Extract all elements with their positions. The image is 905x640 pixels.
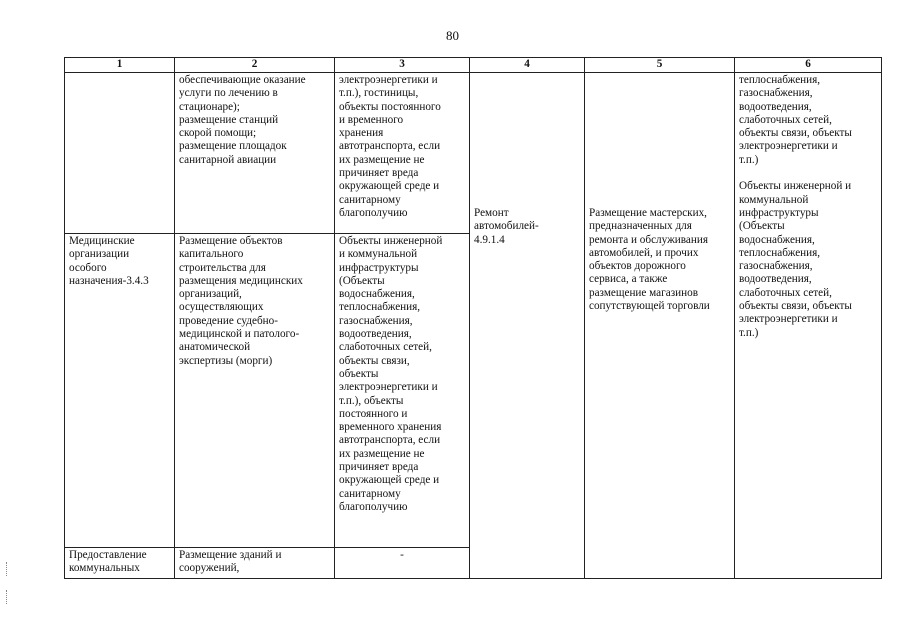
margin-mark-bottom [6, 590, 10, 604]
regulations-table [64, 57, 882, 579]
page-number: 80 [446, 28, 459, 43]
row2-col1-type: Медицинские организации особого назначения-3.4.3 [65, 234, 175, 548]
row3-col3-auxiliary: - [335, 548, 470, 579]
row2-col2-description: Размещение объектов капитального строительства для размещения медицинских организаций, осуществляющих проведение судебно- медицинской и патолого- анатомической экспертизы (морги) [175, 234, 335, 548]
row3-col2-description: Размещение зданий и сооружений, [175, 548, 335, 579]
row1-col1 [65, 73, 175, 234]
table-row [65, 73, 882, 234]
header-col-1: 1 [65, 58, 175, 73]
row3-col1-type: Предоставление коммунальных [65, 548, 175, 579]
header-col-4: 4 [470, 58, 585, 73]
row1-col4-use-code: Ремонт автомобилей- 4.9.1.4 [470, 73, 585, 579]
header-col-2: 2 [175, 58, 335, 73]
row2-col3-auxiliary: Объекты инженерной и коммунальной инфраструктуры (Объекты водоснабжения, теплоснабжения, газоснабжения, водоотведения, слаботочных сетей, объекты связи, объекты электроэнергетики и т.п.), объекты постоянного и временного хранения автотранспорта, если их размещение не причиняет вреда окружающей среде и санитарному благополучию [335, 234, 470, 548]
header-col-5: 5 [585, 58, 735, 73]
row1-col6-infrastructure: теплоснабжения, газоснабжения, водоотведения, слаботочных сетей, объекты связи, объекты электроэнергетики и т.п.) Объекты инженерной и коммунальной инфраструктуры (Объекты водоснабжения, теплоснабжения, газоснабжения, водоотведения, слаботочных сетей, объекты связи, объекты электроэнергетики и т.п.) [735, 73, 882, 579]
table-header-row [65, 58, 882, 73]
row1-col5-description: Размещение мастерских, предназначенных для ремонта и обслуживания автомобилей, и прочих объектов дорожного сервиса, а также размещение магазинов сопутствующей торговли [585, 73, 735, 579]
header-col-6: 6 [735, 58, 882, 73]
margin-mark-top [6, 562, 10, 576]
header-col-3: 3 [335, 58, 470, 73]
row1-col3: электроэнергетики и т.п.), гостиницы, объекты постоянного и временного хранения автотранспорта, если их размещение не причиняет вреда окружающей среде и санитарному благополучию [335, 73, 470, 234]
row1-col2: обеспечивающие оказание услуги по лечению в стационаре); размещение станций скорой помощи; размещение площадок санитарной авиации [175, 73, 335, 234]
